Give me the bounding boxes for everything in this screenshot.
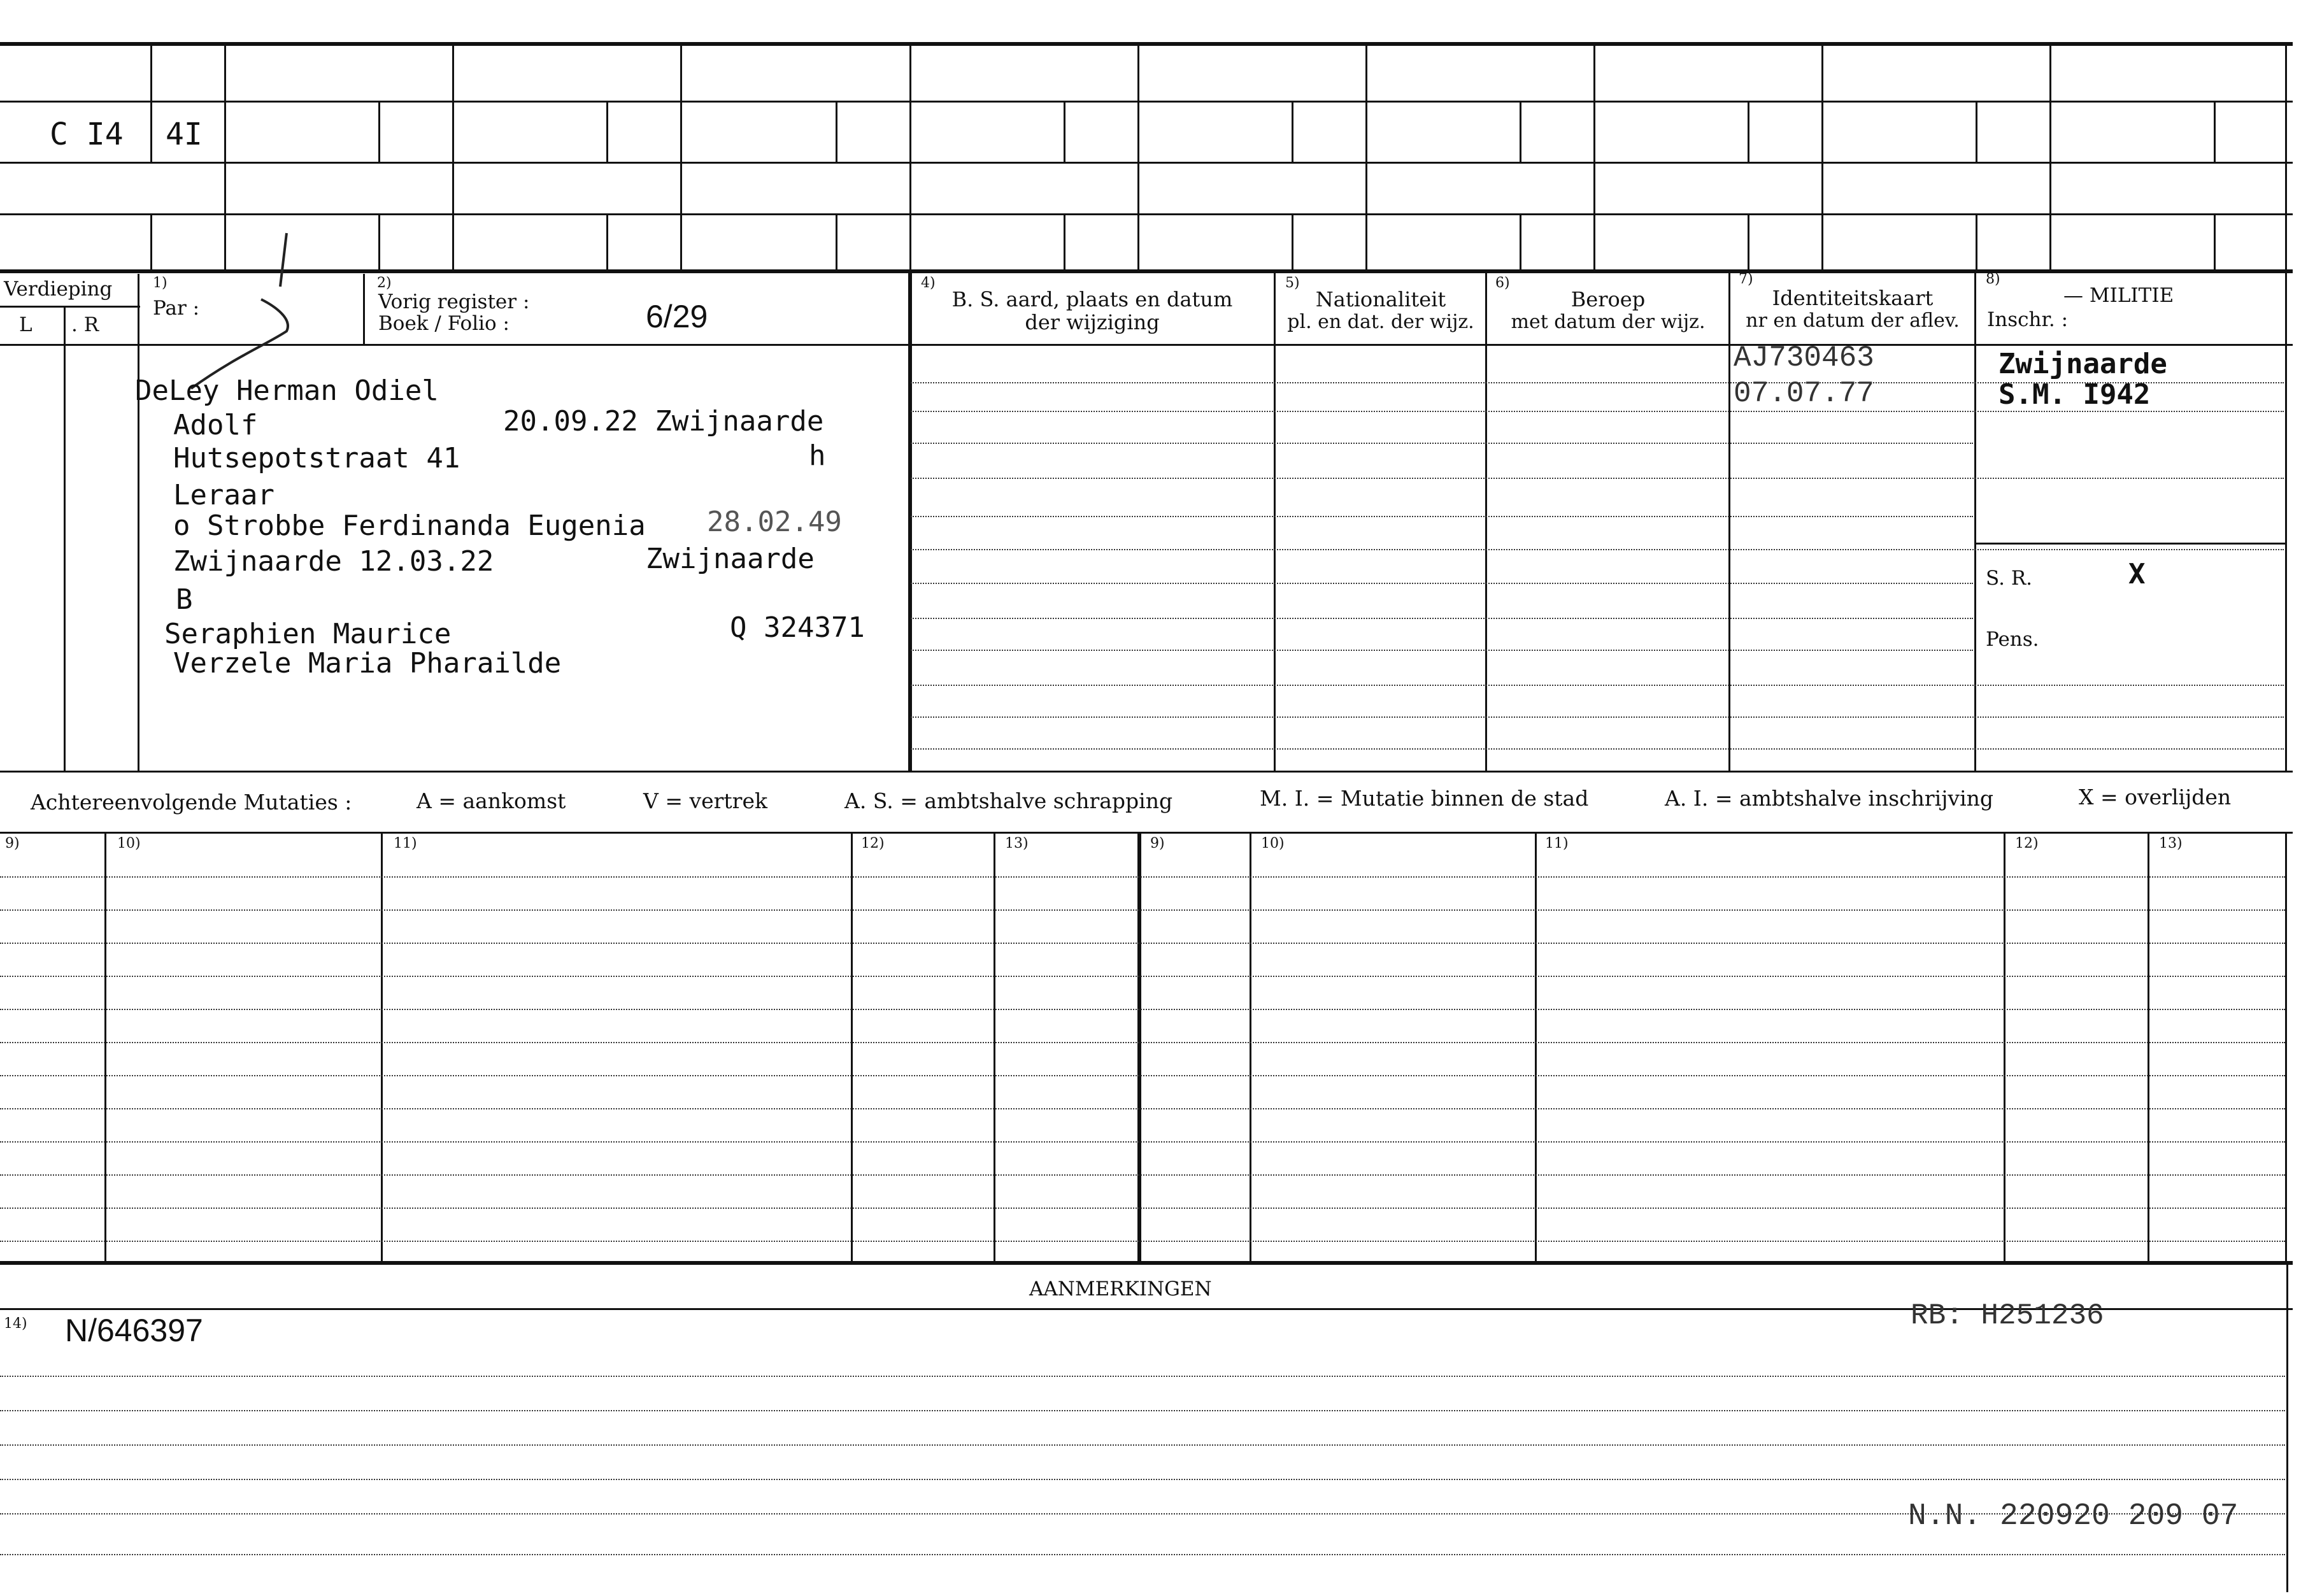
mut-left-13: 13) — [1005, 836, 1029, 851]
grid-line — [1365, 42, 1367, 269]
person-spouse-birth: Zwijnaarde 12.03.22 — [173, 545, 494, 578]
grid-line — [0, 162, 2293, 164]
remarks-title: AANMERKINGEN — [1029, 1278, 1212, 1300]
grid-line — [0, 1261, 2293, 1265]
grid-line — [1535, 832, 1537, 1262]
grid-line — [2004, 832, 2005, 1262]
id-line2: nr en datum der aflev. — [1746, 310, 1960, 332]
mut-left-11: 11) — [394, 836, 417, 851]
grid-line — [2285, 832, 2287, 1262]
mutation-line — [0, 943, 2285, 944]
person-mother: Verzele Maria Pharailde — [173, 647, 562, 680]
grid-line — [1064, 101, 1065, 162]
entry-line — [911, 618, 1973, 619]
grid-line — [0, 771, 2293, 773]
grid-line — [851, 832, 853, 1262]
person-occupation: Leraar — [173, 479, 274, 511]
militie-label: — MILITIE — [2063, 284, 2174, 307]
grid-line — [378, 213, 380, 269]
remarks-nn: N.N. 220920 209 07 — [1908, 1499, 2239, 1534]
beroep-line2: met datum der wijz. — [1511, 311, 1706, 333]
mil-num: 8) — [1986, 271, 2000, 287]
grid-line — [0, 269, 2293, 273]
grid-line — [908, 269, 912, 771]
id-card-number: AJ730463 — [1734, 341, 1874, 374]
r-label: . R — [71, 313, 99, 336]
inschr-label: Inschr. : — [1987, 308, 2069, 331]
grid-line — [150, 101, 152, 162]
mutation-line — [0, 876, 2285, 878]
mutation-line — [0, 976, 2285, 977]
person-spouse: o Strobbe Ferdinanda Eugenia — [173, 509, 646, 542]
vorig-num: 2) — [377, 275, 392, 291]
remarks-num: 14) — [4, 1316, 27, 1332]
sr-label: S. R. — [1986, 567, 2033, 590]
par-num: 1) — [153, 275, 167, 291]
legend-mi: M. I. = Mutatie binnen de stad — [1260, 786, 1589, 811]
mut-right-12: 12) — [2015, 836, 2039, 851]
grid-line — [2049, 42, 2051, 269]
person-birth: 20.09.22 Zwijnaarde — [503, 405, 824, 438]
entry-line — [911, 443, 1973, 444]
grid-line — [2285, 42, 2287, 269]
mutation-line — [0, 1075, 2285, 1076]
mutation-line — [0, 1042, 2285, 1043]
grid-line — [0, 344, 2293, 346]
mutation-line — [0, 1009, 2285, 1010]
grid-line — [363, 274, 365, 344]
mutation-line — [0, 909, 2285, 911]
grid-line — [1974, 269, 1976, 771]
grid-line — [1821, 42, 1823, 269]
grid-line — [452, 42, 454, 269]
grid-line — [836, 101, 837, 162]
mut-right-11: 11) — [1545, 836, 1569, 851]
entry-line — [911, 583, 1973, 584]
mutation-line — [0, 1208, 2285, 1209]
grid-line — [836, 213, 837, 269]
sr-value: X — [2128, 558, 2146, 590]
grid-line — [1976, 213, 1977, 269]
grid-line — [150, 213, 152, 269]
person-spouse-place: Zwijnaarde — [646, 543, 815, 575]
entry-line — [911, 716, 2284, 718]
mut-left-9: 9) — [5, 836, 20, 851]
grid-line — [606, 213, 608, 269]
grid-line — [138, 274, 139, 771]
remarks-line — [0, 1410, 2285, 1411]
remarks-line — [0, 1554, 2285, 1555]
grid-line — [1274, 269, 1276, 771]
legend-title: Achtereenvolgende Mutaties : — [31, 790, 352, 815]
mut-right-9: 9) — [1150, 836, 1165, 851]
grid-line — [1137, 42, 1139, 269]
vorig-register-label: Vorig register : — [378, 290, 530, 313]
person-given: Adolf — [173, 409, 258, 441]
person-mark: h — [809, 439, 826, 472]
grid-line — [2285, 269, 2287, 771]
mut-left-12: 12) — [861, 836, 885, 851]
beroep-line1: Beroep — [1571, 287, 1646, 311]
mutation-line — [0, 1108, 2285, 1109]
grid-line — [0, 101, 2293, 103]
grid-line — [1976, 101, 1977, 162]
mutation-line — [0, 1141, 2285, 1143]
entry-line — [911, 549, 2284, 550]
grid-line — [1250, 832, 1251, 1262]
par-label: Par : — [153, 297, 200, 320]
boek-folio-value: 6/29 — [646, 299, 708, 334]
grid-line — [381, 832, 383, 1262]
remarks-line — [0, 1376, 2285, 1377]
remarks-code: N/646397 — [65, 1313, 203, 1348]
legend-v: V = vertrek — [643, 788, 767, 813]
legend-a: A = aankomst — [417, 788, 566, 813]
grid-line — [1292, 213, 1293, 269]
person-b: B — [176, 583, 193, 616]
person-father: Seraphien Maurice — [164, 618, 452, 650]
id-card-date: 07.07.77 — [1734, 377, 1874, 410]
entry-line — [911, 685, 2284, 686]
grid-line — [1748, 213, 1749, 269]
legend-x: X = overlijden — [2079, 785, 2232, 809]
grid-line — [2148, 832, 2149, 1262]
grid-line — [1748, 101, 1749, 162]
mut-right-10: 10) — [1261, 836, 1285, 851]
id-num: 7) — [1739, 271, 1753, 287]
grid-line — [0, 832, 2293, 834]
grid-line — [1485, 269, 1487, 771]
grid-line — [994, 832, 995, 1262]
remarks-line — [0, 1444, 2285, 1446]
grid-line — [1064, 213, 1065, 269]
entry-line — [911, 516, 1973, 517]
grid-line — [104, 832, 106, 1262]
grid-line — [378, 101, 380, 162]
entry-line — [911, 650, 1973, 651]
entry-line — [911, 478, 2284, 479]
grid-line — [150, 42, 152, 101]
grid-line — [64, 306, 66, 771]
grid-line — [0, 306, 140, 308]
grid-line — [0, 42, 2293, 46]
code-num: 4I — [166, 117, 203, 152]
mut-right-13: 13) — [2159, 836, 2183, 851]
mutation-line — [0, 1241, 2285, 1242]
person-marriage-date: 28.02.49 — [707, 506, 842, 538]
person-code: Q 324371 — [730, 611, 865, 644]
grid-line — [1292, 101, 1293, 162]
grid-line — [2214, 101, 2216, 162]
code-c: C I4 — [50, 117, 124, 152]
grid-line — [1520, 213, 1521, 269]
id-line1: Identiteitskaart — [1772, 286, 1934, 310]
nat-line2: pl. en dat. der wijz. — [1287, 311, 1474, 333]
boek-folio-label: Boek / Folio : — [378, 312, 509, 335]
nat-num: 5) — [1285, 275, 1300, 291]
grid-line — [2214, 213, 2216, 269]
handwritten-slash-mark — [178, 229, 306, 395]
l-label: L — [19, 313, 32, 336]
mut-left-10: 10) — [117, 836, 141, 851]
grid-line — [0, 213, 2293, 215]
grid-line — [1974, 543, 2285, 545]
militie-sm: S.M. I942 — [1998, 378, 2151, 411]
nat-line1: Nationaliteit — [1315, 287, 1446, 311]
grid-line — [1137, 832, 1141, 1262]
person-name: DeLey Herman Odiel — [135, 374, 439, 407]
remarks-line — [0, 1479, 2285, 1480]
grid-line — [2286, 1261, 2288, 1592]
beroep-num: 6) — [1495, 275, 1510, 291]
bs-line2: der wijziging — [1025, 310, 1160, 334]
grid-line — [1593, 42, 1595, 269]
grid-line — [606, 101, 608, 162]
entry-line — [911, 748, 2284, 750]
entry-line — [911, 411, 2284, 412]
grid-line — [680, 42, 682, 269]
grid-line — [1520, 101, 1521, 162]
verdieping-label: Verdieping — [4, 278, 113, 301]
pens-label: Pens. — [1986, 628, 2039, 651]
militie-place: Zwijnaarde — [1998, 348, 2167, 380]
bs-line1: B. S. aard, plaats en datum — [951, 287, 1233, 311]
legend-ai: A. I. = ambtshalve inschrijving — [1665, 786, 1994, 811]
mutation-line — [0, 1174, 2285, 1176]
person-street: Hutsepotstraat 41 — [173, 442, 460, 474]
legend-as: A. S. = ambtshalve schrapping — [844, 788, 1173, 813]
grid-line — [1728, 269, 1730, 771]
remarks-rb: RB: H251236 — [1911, 1299, 2104, 1332]
bs-num: 4) — [921, 275, 936, 291]
grid-line — [909, 42, 911, 269]
